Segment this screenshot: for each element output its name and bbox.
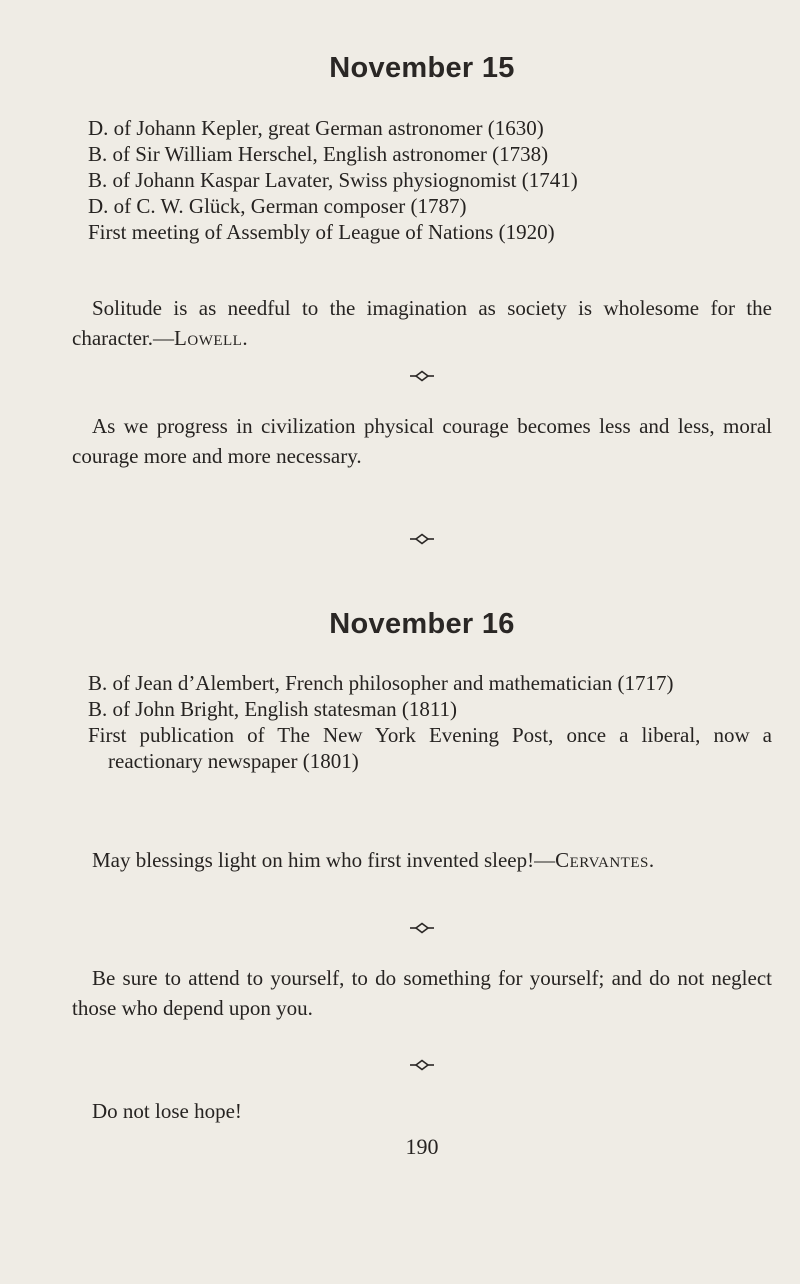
events-list-november-16	[88, 670, 772, 774]
diamond-ornament-icon	[408, 1059, 436, 1071]
event-item: D. of Johann Kepler, great German astronomer (1630)	[88, 116, 544, 140]
diamond-ornament-icon	[408, 370, 436, 382]
quote-attend-yourself: Be sure to attend to yourself, to do something for yourself; and do not neglect those who depend upon you.	[72, 966, 772, 1020]
diamond-ornament-icon	[408, 533, 436, 545]
quote-sleep	[72, 845, 772, 875]
quote-text: May blessings light on him who first invented sleep!—	[92, 848, 556, 872]
event-item: B. of Sir William Herschel, English astronomer (1738)	[88, 142, 549, 166]
event-item: B. of Jean d’Alembert, French philosopher and mathematician (1717)	[88, 671, 674, 695]
events-list-november-15	[88, 115, 772, 245]
event-item: B. of Johann Kaspar Lavater, Swiss physiognomist (1741)	[88, 168, 578, 192]
date-heading-november-15: November 15	[329, 52, 515, 84]
diamond-ornament-icon	[408, 922, 436, 934]
event-item: D. of C. W. Glück, German composer (1787)	[88, 194, 467, 218]
quote-text: Solitude is as needful to the imagination as society is wholesome for the character.—	[72, 296, 772, 350]
date-heading-november-16: November 16	[329, 608, 515, 640]
quote-hope: Do not lose hope!	[92, 1099, 242, 1123]
quote-author: Lowell.	[174, 326, 249, 350]
book-page	[72, 0, 772, 1284]
quote-solitude	[72, 293, 772, 353]
page-number: 190	[405, 1134, 439, 1159]
event-item: B. of John Bright, English statesman (1811)	[88, 697, 458, 721]
event-item: First publication of The New York Evening Post, once a liberal, now a reactionary newspaper (1801)	[88, 723, 772, 773]
quote-author: Cervantes.	[555, 848, 655, 872]
quote-courage: As we progress in civilization physical courage becomes less and less, moral courage more and more necessary.	[72, 414, 772, 468]
event-item: First meeting of Assembly of League of Nations (1920)	[88, 220, 555, 244]
